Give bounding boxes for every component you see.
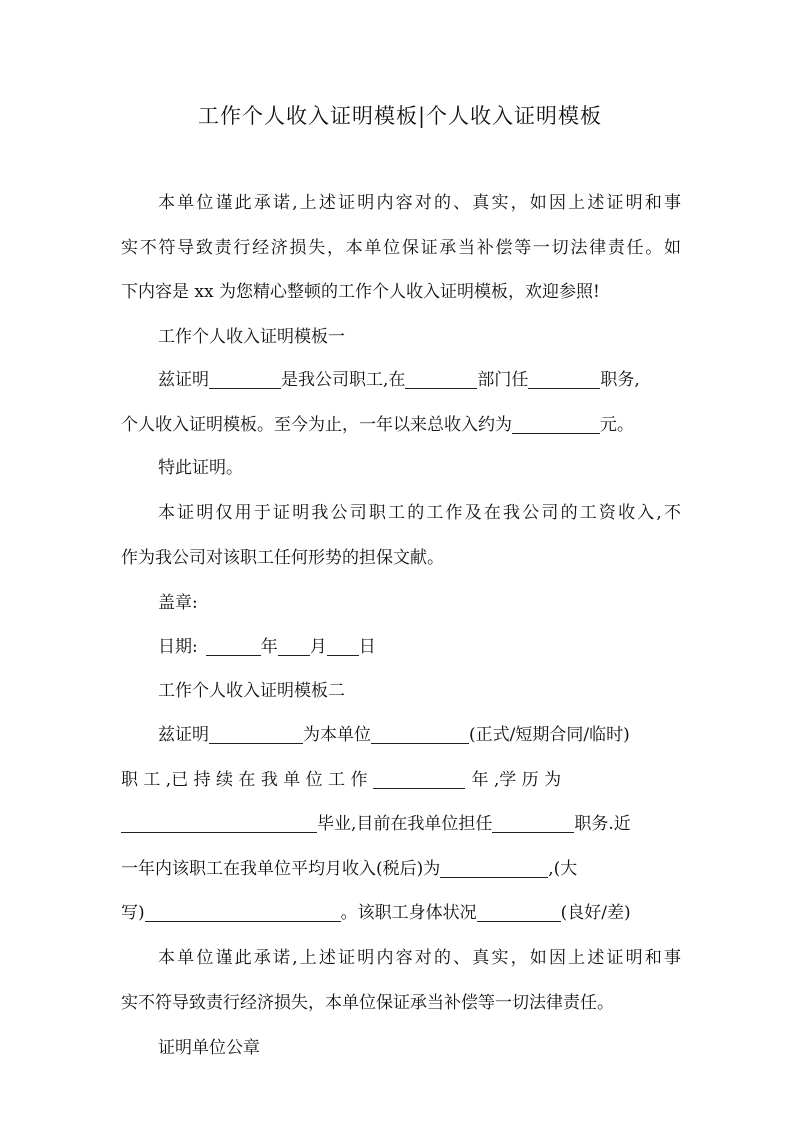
text-segment: 写) — [121, 903, 145, 923]
blank-annual-income[interactable] — [512, 413, 600, 434]
date-line — [158, 632, 681, 662]
text-segment: 年 ,学 历 为 — [471, 770, 562, 790]
blank-day[interactable] — [327, 635, 359, 656]
template2-line-2 — [121, 765, 681, 795]
intro-line-2: 实不符导致责行经济损失，本单位保证承当补偿等一切法律责任。如 — [121, 238, 681, 258]
blank-position[interactable] — [492, 812, 574, 833]
text-segment: 是我公司职工,在 — [281, 370, 406, 390]
text-segment: 职 工 ,已 持 续 在 我 单 位 工 作 — [121, 770, 368, 790]
text-segment: 职务, — [600, 370, 640, 390]
text-segment: 元。 — [600, 415, 634, 435]
blank-education[interactable] — [121, 812, 317, 833]
intro-line-1: 本单位谨此承诺,上述证明内容对的、真实，如因上述证明和事 — [158, 193, 681, 213]
text-segment: (正式/短期合同/临时) — [469, 725, 630, 745]
date-month-unit: 月 — [309, 637, 327, 657]
blank-monthly-income[interactable] — [440, 857, 548, 878]
template2-line-1 — [158, 720, 681, 750]
blank-position[interactable] — [528, 368, 600, 389]
template1-para1-line2 — [121, 410, 681, 440]
date-year-unit: 年 — [260, 637, 278, 657]
special-proof-text: 特此证明。 — [158, 458, 243, 478]
text-segment: ,(大 — [548, 859, 578, 879]
template1-heading: 工作个人收入证明模板一 — [158, 327, 345, 347]
blank-health-status[interactable] — [477, 901, 561, 922]
text-segment: 。该职工身体状况 — [340, 903, 477, 923]
document-title: 工作个人收入证明模板|个人收入证明模板 — [197, 104, 603, 128]
template2-heading: 工作个人收入证明模板二 — [158, 681, 345, 701]
closing-line-2: 实不符导致责行经济损失，本单位保证承当补偿等一切法律责任。 — [121, 993, 614, 1013]
text-segment: 一年内该职工在我单位平均月收入(税后)为 — [121, 859, 441, 879]
blank-year[interactable] — [206, 635, 261, 656]
blank-contract-type[interactable] — [371, 723, 469, 744]
closing-line-1: 本单位谨此承诺,上述证明内容对的、真实，如因上述证明和事 — [158, 948, 681, 968]
text-segment: (良好/差) — [560, 903, 631, 923]
blank-years-worked[interactable] — [373, 768, 465, 789]
template1-para2-line1: 本证明仅用于证明我公司职工的工作及在我公司的工资收入,不 — [158, 503, 681, 523]
template1-para1-line1 — [158, 365, 681, 395]
template2-line-4 — [121, 854, 681, 884]
blank-income-in-words[interactable] — [145, 901, 341, 922]
text-segment: 部门任 — [477, 370, 529, 390]
date-day-unit: 日 — [358, 637, 376, 657]
unit-seal-label: 证明单位公章 — [158, 1038, 260, 1058]
text-segment: 为本单位 — [303, 725, 371, 745]
text-segment: 毕业,目前在我单位担任 — [317, 814, 493, 834]
template1-para2-line2: 作为我公司对该职工任何形势的担保文献。 — [121, 548, 444, 568]
intro-line-3: 下内容是 xx 为您精心整顿的工作个人收入证明模板，欢迎参照! — [121, 282, 600, 302]
text-segment: 兹证明 — [158, 725, 209, 745]
text-segment: 兹证明 — [158, 370, 209, 390]
seal-label: 盖章: — [158, 593, 198, 613]
date-label: 日期: — [158, 637, 198, 657]
template2-line-5 — [121, 898, 681, 928]
text-segment: 职务.近 — [574, 814, 631, 834]
blank-employee-name[interactable] — [209, 368, 281, 389]
blank-month[interactable] — [278, 635, 310, 656]
template2-line-3 — [121, 809, 681, 839]
blank-employee-name[interactable] — [209, 723, 303, 744]
text-segment: 个人收入证明模板。至今为止，一年以来总收入约为 — [121, 415, 512, 435]
blank-department[interactable] — [405, 368, 477, 389]
